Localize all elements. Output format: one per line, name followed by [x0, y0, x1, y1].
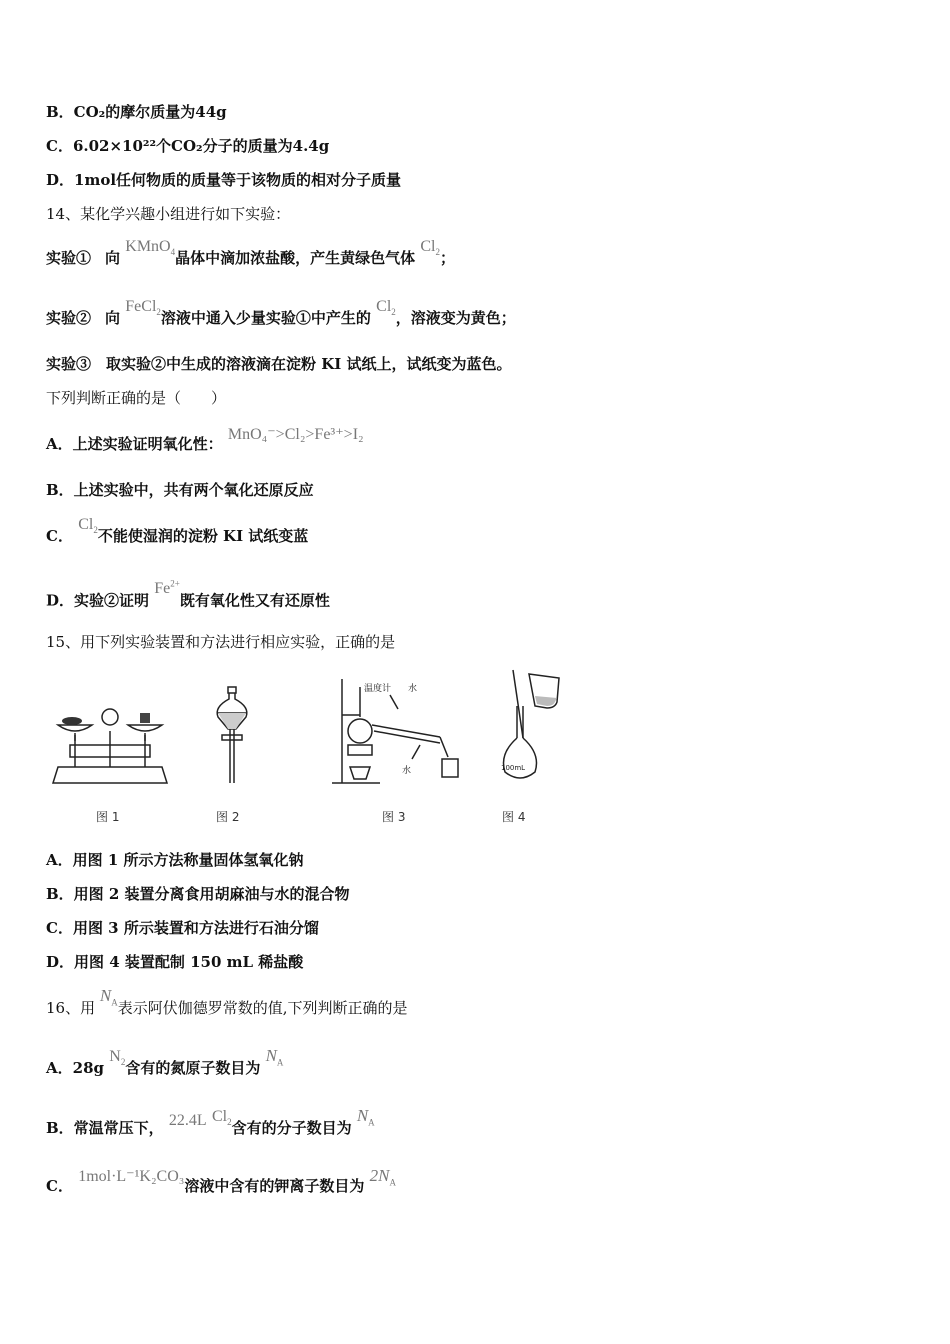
q14-stem: 14、某化学兴趣小组进行如下实验： [46, 205, 291, 223]
q14-option-b: B．上述实验中，共有两个氧化还原反应 [46, 481, 314, 499]
water-in-label: 水 [408, 684, 418, 694]
oxidizing-order-formula: MnO₄⁻>Cl₂>Fe³⁺>I₂ [227, 426, 364, 443]
figure-1-balance [50, 695, 170, 790]
q16-stem: 16、用 $N_A$表示阿伏伽德罗常数的值,下列判断正确的是 [46, 986, 408, 1017]
q15-option-c: C．用图 3 所示装置和方法进行石油分馏 [46, 919, 319, 937]
figure-4-label: 图 4 [502, 810, 526, 824]
q14-question: 下列判断正确的是（ ） [46, 389, 227, 407]
flask-volume-label: 100mL [501, 764, 526, 772]
volume-value: 22.4L [168, 1112, 207, 1129]
q14-experiment-2: 实验② 向 FeCl$_2$溶液中通入少量实验①中产生的 $Cl_2$，溶液变为黄色； [46, 298, 516, 327]
cl2-formula: $Cl_2$ [420, 238, 440, 258]
n2-formula: $N_2$ [109, 1048, 126, 1068]
fe2-ion-formula: $Fe^{2+}$ [154, 579, 180, 598]
q14-experiment-3: 实验③ 取实验②中生成的溶液滴在淀粉 KI 试纸上，试纸变为蓝色。 [46, 355, 512, 373]
cl2-formula: $Cl_2$ [78, 516, 98, 536]
figure-1-label: 图 1 [96, 810, 120, 824]
q14-option-c: C． $Cl_2$不能使湿润的淀粉 KI 试纸变蓝 [46, 516, 309, 545]
q13-option-b: B．CO₂的摩尔质量为44g [46, 103, 227, 121]
two-avogadro-symbol: $2N_A$ [369, 1166, 396, 1188]
avogadro-symbol: $N_A$ [356, 1106, 375, 1128]
q15-option-d: D．用图 4 装置配制 150 mL 稀盐酸 [46, 953, 304, 971]
k2co3-concentration-formula: 1mol·L⁻¹K₂CO₃ [78, 1168, 185, 1185]
figure-2-separatory-funnel [212, 685, 252, 785]
water-out-label: 水 [402, 766, 412, 776]
fecl2-formula: FeCl$_2$ [125, 298, 161, 318]
cl2-formula: $Cl_2$ [211, 1108, 232, 1128]
kmno4-formula: KMnO$_4$ [125, 238, 176, 258]
figure-4-volumetric-flask [495, 668, 567, 790]
avogadro-symbol: $N_A$ [265, 1046, 284, 1068]
figure-2-label: 图 2 [216, 810, 240, 824]
q15-option-a: A．用图 1 所示方法称量固体氢氧化钠 [46, 851, 304, 869]
q14-experiment-1: 实验① 向 KMnO$_4$晶体中滴加浓盐酸，产生黄绿色气体 $Cl_2$； [46, 238, 455, 267]
q14-option-d: D．实验②证明 $Fe^{2+}$既有氧化性又有还原性 [46, 579, 330, 610]
q16-option-a: A．28g $N_2$含有的氮原子数目为 $N_A$ [46, 1046, 284, 1077]
q16-option-b: B．常温常压下， 22.4L $Cl_2$含有的分子数目为 $N_A$ [46, 1106, 375, 1137]
q13-option-c: C．6.02×10²²个CO₂分子的质量为4.4g [46, 137, 330, 155]
q15-stem: 15、用下列实验装置和方法进行相应实验，正确的是 [46, 633, 396, 651]
figure-3-distillation [330, 675, 470, 787]
q13-option-d: D．1mol任何物质的质量等于该物质的相对分子质量 [46, 171, 402, 189]
cl2-formula: $Cl_2$ [376, 298, 396, 318]
figure-3-label: 图 3 [382, 810, 406, 824]
q14-option-a: A．上述实验证明氧化性： MnO₄⁻>Cl₂>Fe³⁺>I₂ [46, 426, 364, 453]
avogadro-symbol: $N_A$ [99, 986, 118, 1008]
thermometer-label: 温度计 [364, 684, 392, 694]
q16-option-c: C． 1mol·L⁻¹K₂CO₃溶液中含有的钾离子数目为 $2N_A$ [46, 1166, 396, 1195]
q15-option-b: B．用图 2 装置分离食用胡麻油与水的混合物 [46, 885, 350, 903]
